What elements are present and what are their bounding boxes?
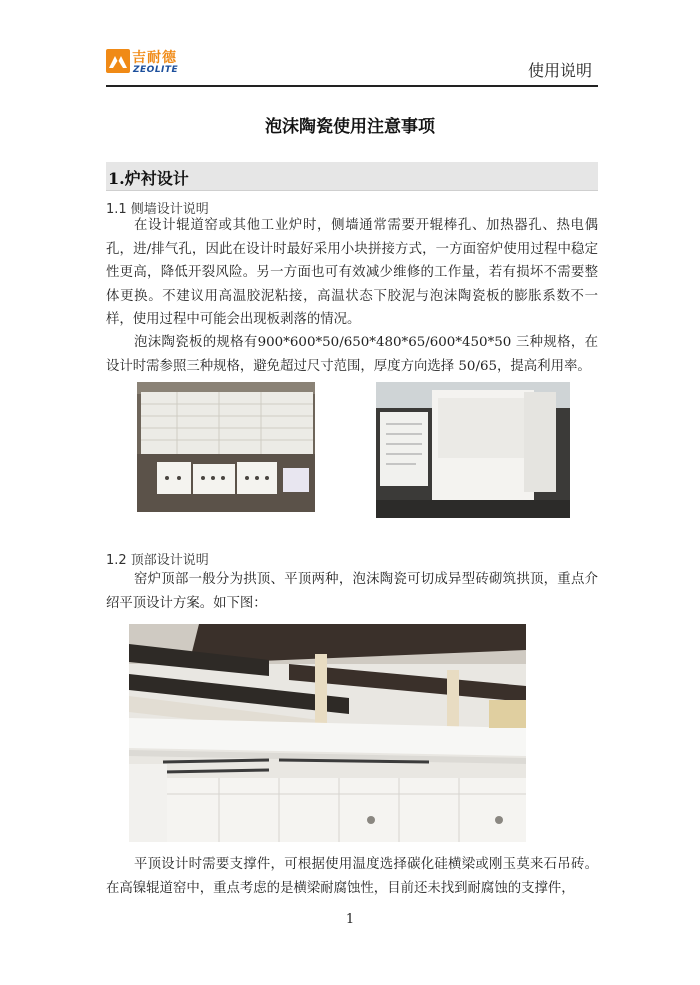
paragraph-board-specifications: 泡沫陶瓷板的规格有900*600*50/650*480*65/600*450*50 三种规格，在设计时需参照三种规格，避免超过尺寸范围，厚度方向选择 50/65，提高利用率。 xyxy=(106,335,598,374)
paragraph-flat-roof-support: 平顶设计时需要支撑件，可根据使用温度选择碳化硅横梁或刚玉莫来石吊砖。在高镍辊道窑中，重点考虑的是横梁耐腐蚀性，目前还未找到耐腐蚀的支撑件， xyxy=(106,857,598,896)
section-heading xyxy=(106,162,598,191)
page-header xyxy=(106,44,598,84)
company-logo xyxy=(106,47,186,77)
subsection-heading-side-wall: 1.1 侧墙设计说明 xyxy=(106,202,209,217)
logo-mark-icon xyxy=(106,49,130,73)
page-number: 1 xyxy=(345,912,355,927)
photo-foam-ceramic-boards xyxy=(137,382,315,512)
document-type-label: 使用说明 xyxy=(527,61,592,80)
page-title: 泡沫陶瓷使用注意事项 xyxy=(265,117,435,137)
subsection-heading-roof: 1.2 顶部设计说明 xyxy=(106,553,209,568)
section-heading-text: 1.炉衬设计 xyxy=(108,169,189,188)
logo-chinese-name: 吉耐德 xyxy=(132,50,177,66)
logo-english-name: ZEOLITE xyxy=(133,65,179,75)
paragraph-roof-design: 窑炉顶部一般分为拱顶、平顶两种，泡沫陶瓷可切成异型砖砌筑拱顶，重点介绍平顶设计方案。如下图： xyxy=(106,572,598,611)
photo-flat-roof-structure xyxy=(129,624,526,842)
photo-foam-ceramic-panel xyxy=(376,382,570,518)
paragraph-side-wall-design: 在设计辊道窑或其他工业炉时，侧墙通常需要开辊棒孔、加热器孔、热电偶孔，进/排气孔，因此在设计时最好采用小块拼接方式，一方面窑炉使用过程中稳定性更高，降低开裂风险。另一方面也可有效减少维修的工作量，若有损坏不需要整体更换。不建议用高温胶泥粘接，高温状态下胶泥与泡沫陶瓷板的膨胀系数不一样，使用过程中可能会出现板剥落的情况。 xyxy=(106,218,598,327)
header-divider xyxy=(106,85,598,87)
